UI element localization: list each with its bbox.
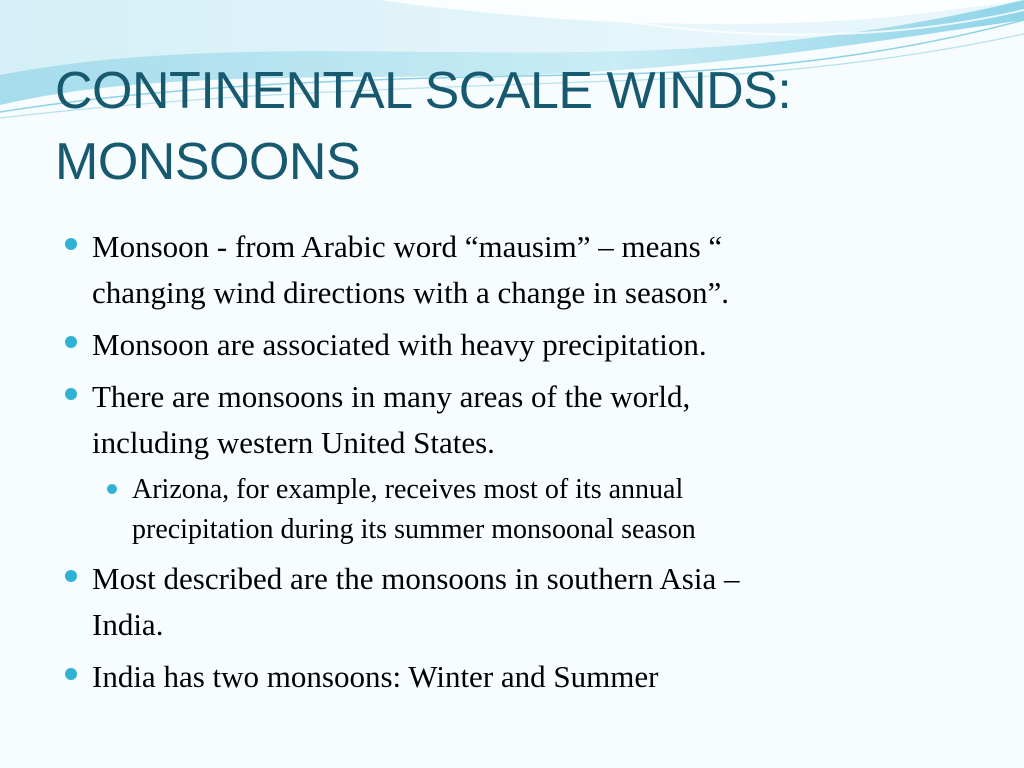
bullet-2-line-1: Monsoon are associated with heavy precipitation. (92, 327, 707, 362)
bullet-item-3 (62, 374, 962, 466)
bullet-1-line-1: Monsoon - from Arabic word “mausim” – means “ (92, 229, 723, 264)
bullet-4-line-2: India. (92, 607, 164, 642)
bullet-item-5 (62, 654, 962, 700)
bullet-5-line-1: India has two monsoons: Winter and Summer (92, 659, 659, 694)
bullet-3-line-1: There are monsoons in many areas of the world, (92, 379, 691, 414)
sub-bullet-line-1: Arizona, for example, receives most of its annual (132, 474, 684, 505)
title-line-1: CONTINENTAL SCALE WINDS: (55, 62, 792, 120)
title-line-2: MONSOONS (55, 133, 361, 191)
sub-bullet-item (104, 470, 962, 550)
bullet-1-line-2: changing wind directions with a change in season”. (92, 275, 730, 310)
sub-bullet-line-2: precipitation during its summer monsoonal season (132, 514, 696, 545)
bullet-item-1 (62, 224, 962, 316)
bullet-item-2 (62, 322, 962, 368)
bullet-3-line-2: including western United States. (92, 425, 495, 460)
bullet-list (62, 224, 962, 700)
bullet-item-4 (62, 556, 962, 648)
slide-title (55, 56, 955, 198)
bullet-4-line-1: Most described are the monsoons in southern Asia – (92, 561, 740, 596)
